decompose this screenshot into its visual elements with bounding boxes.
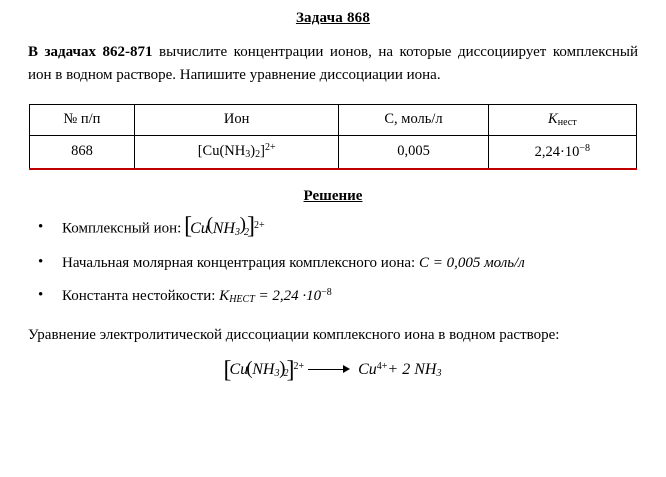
final-equation: [ Cu ( $NH_3$ ) $_2$ ]$^{2+}$ $Cu^{4+}+ 2$ $NH_3$ xyxy=(0,361,666,379)
bullet-label-concentration: Начальная молярная концентрация комплексного иона: xyxy=(62,254,416,271)
cell-k-value: $2,24\cdot 10^{-8}$ xyxy=(488,135,636,169)
table-row xyxy=(30,135,637,169)
k-nest-subscript: НЕСТ xyxy=(229,294,255,306)
k-nest-value: = 2,24 ·10 xyxy=(258,288,322,304)
header-k-sub: нест xyxy=(557,117,577,129)
cell-concentration: 0,005 xyxy=(339,135,488,169)
list-item xyxy=(28,217,666,241)
list-item xyxy=(28,252,666,275)
reaction-arrow-icon xyxy=(308,363,354,377)
intro-bold-range: В задачах 862-871 xyxy=(28,44,153,60)
header-concentration: C, моль/л xyxy=(339,104,488,135)
document-page xyxy=(0,10,666,477)
bullet-label-k-nest: Константа нестойкости: xyxy=(62,288,216,304)
bullet-label-complex-ion: Комплексный ион: xyxy=(62,219,182,236)
problem-table xyxy=(29,104,637,170)
dissociation-paragraph: Уравнение электролитической диссоциации комплексного иона в водном растворе: xyxy=(28,326,560,343)
page-title: Задача 868 xyxy=(295,10,371,26)
cell-number: 868 xyxy=(30,135,135,169)
intro-paragraph xyxy=(28,41,638,88)
k-nest-exponent: −8 xyxy=(321,287,332,298)
intro-text: вычислите концентрации ионов, на которые диссоциирует комплексный ион в водном растворе. Напишите уравнение диссоциации иона. xyxy=(28,44,638,84)
concentration-value: C = 0,005 моль/л xyxy=(418,254,525,271)
header-number: № п/п xyxy=(30,104,135,135)
complex-ion-formula: [ Cu ( $NH_3$ ) $_2$ ]$^{2+}$ xyxy=(185,217,265,241)
solution-bullets xyxy=(0,217,666,308)
list-item xyxy=(28,285,666,308)
header-ion: Ион xyxy=(134,104,339,135)
cell-ion: $[Cu(NH_3)_2]^{2+}$ xyxy=(134,135,339,169)
table-header-row xyxy=(30,104,637,135)
solution-heading: Решение xyxy=(303,187,363,204)
k-nest-symbol: K xyxy=(219,288,230,304)
header-k-nest: $K_{нест}$ xyxy=(488,104,636,135)
